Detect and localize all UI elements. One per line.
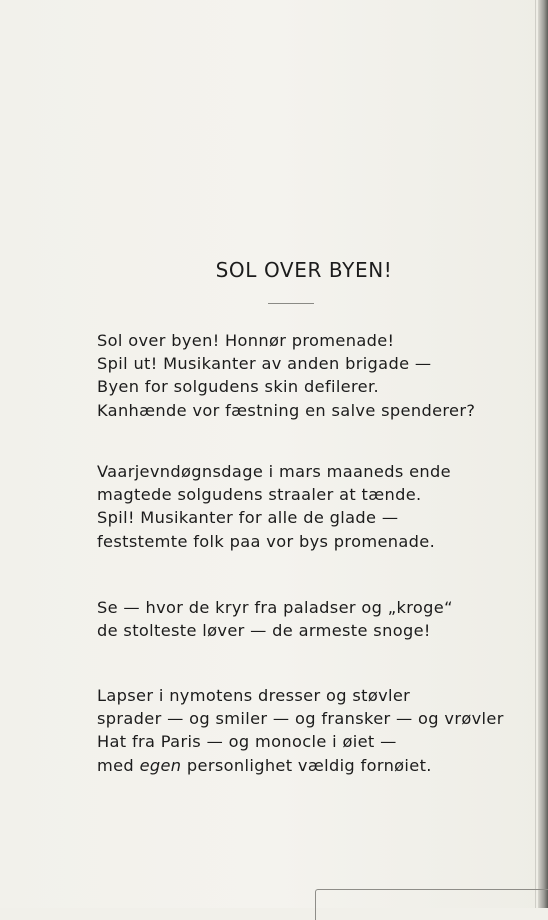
stanza-line: Vaarjevndøgnsdage i mars maaneds ende — [97, 462, 451, 481]
stanza-line: Se — hvor de kryr fra paladser og „kroge“ — [97, 598, 453, 617]
stanza-line: Hat fra Paris — og monocle i øiet — — [97, 732, 397, 752]
stanza-3 — [97, 596, 453, 642]
stanza-line-last — [97, 754, 504, 777]
stanza-line: Lapser i nymotens dresser og støvler — [97, 686, 411, 705]
page-edge-line — [535, 0, 536, 908]
poem-title: SOL OVER BYEN! — [215, 258, 393, 282]
stanza-line: feststemte folk paa vor bys promenade. — [97, 531, 436, 551]
stanza-line: magtede solgudens straaler at tænde. — [97, 485, 422, 505]
stanza-line: Spil! Musikanter for alle de glade — — [97, 508, 399, 528]
line-text: med — [97, 755, 140, 775]
stanza-line: Spil ut! Musikanter av anden brigade — — [97, 354, 432, 374]
stanza-line: Sol over byen! Honnør promenade! — [97, 331, 395, 350]
page-corner-mark — [315, 889, 548, 920]
line-text: personlighet vældig fornøiet. — [181, 755, 432, 775]
title-divider — [268, 303, 314, 304]
emphasized-word: egen — [139, 755, 182, 775]
stanza-1 — [97, 329, 475, 422]
page-edge-shadow — [538, 0, 548, 908]
stanza-4 — [97, 684, 504, 777]
stanza-line: de stolteste løver — de armeste snoge! — [97, 621, 431, 641]
stanza-line: Byen for solgudens skin defilerer. — [97, 377, 379, 397]
stanza-line: sprader — og smiler — og fransker — og vrøvler — [97, 709, 504, 729]
stanza-2 — [97, 460, 451, 553]
stanza-line: Kanhænde vor fæstning en salve spenderer? — [97, 400, 476, 420]
